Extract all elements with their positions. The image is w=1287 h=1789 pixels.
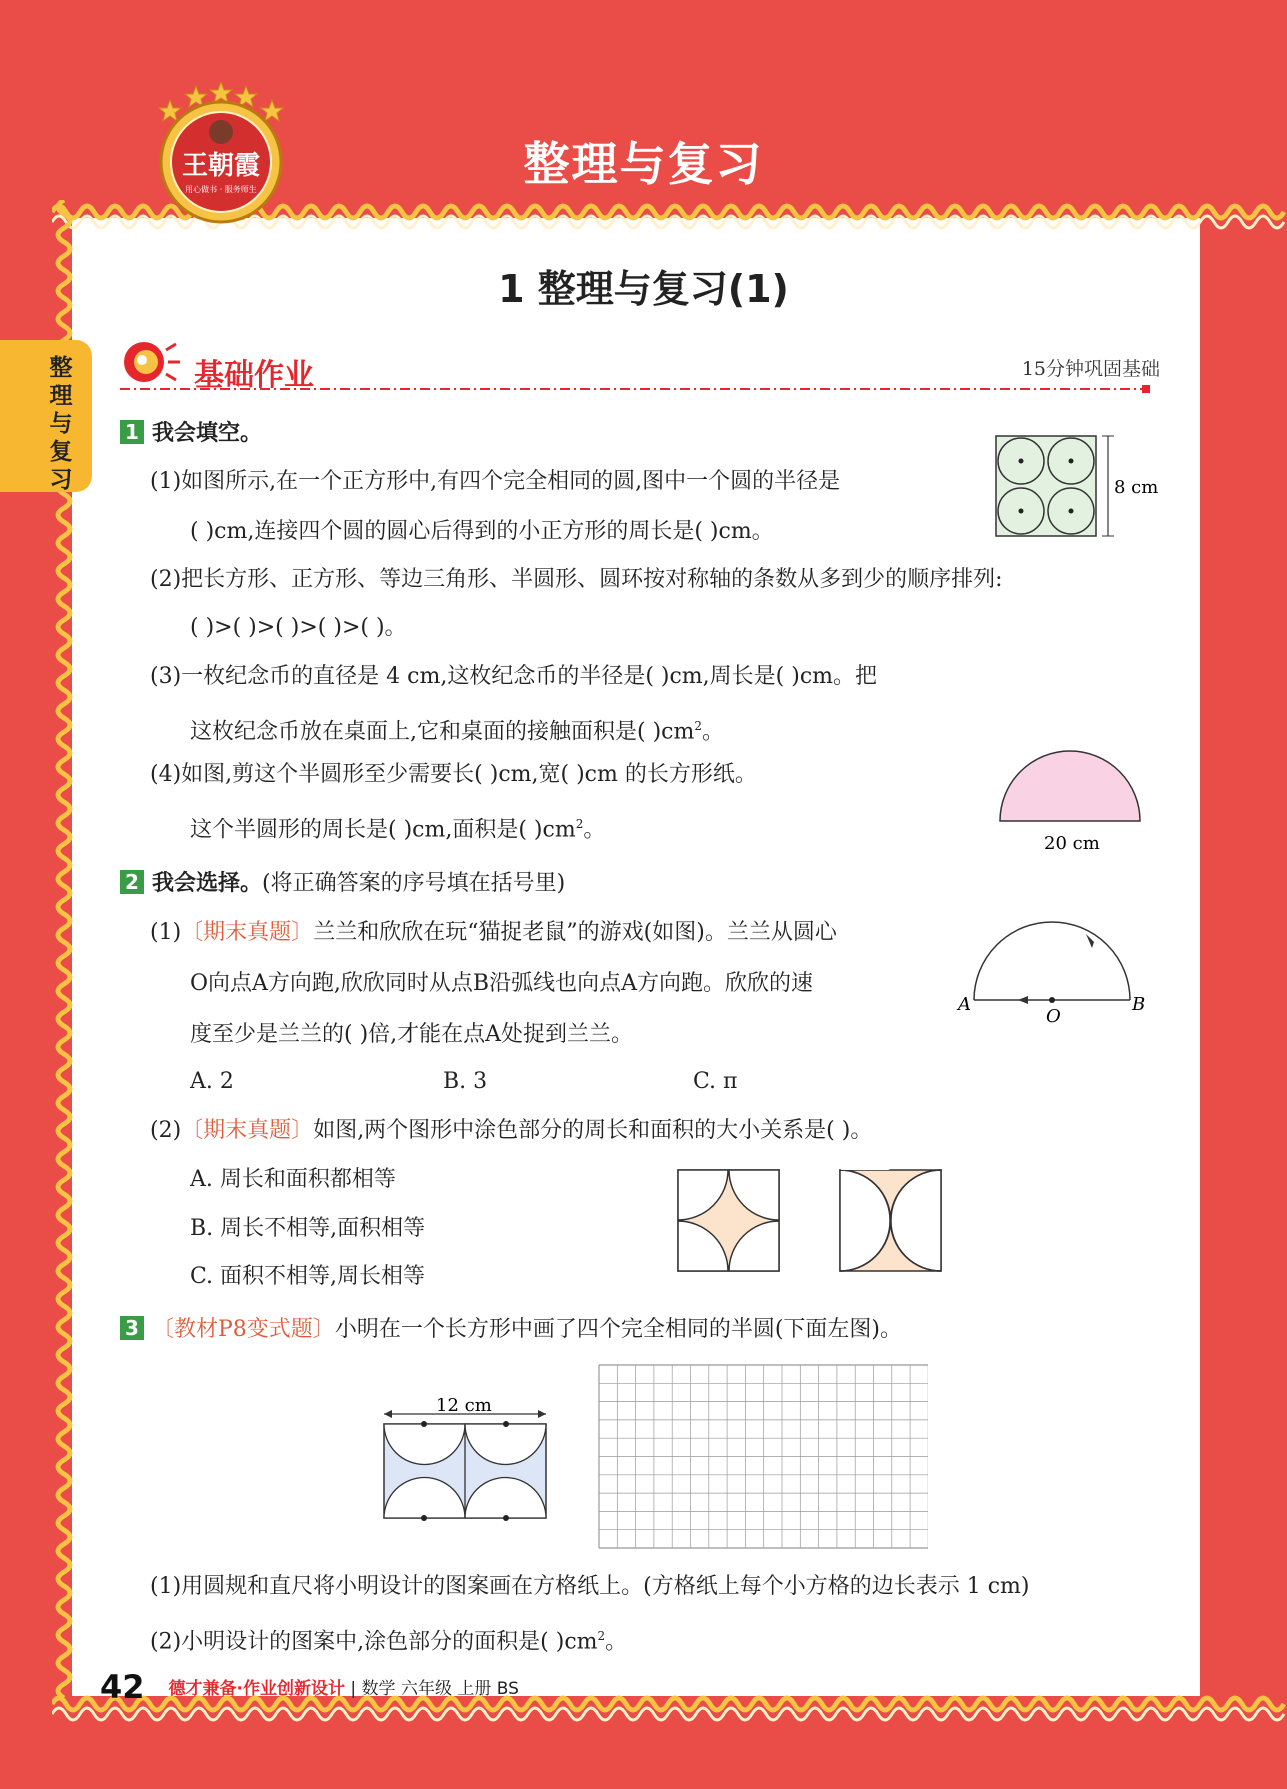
section-name: 基础作业 <box>194 358 314 393</box>
section-header <box>120 336 1160 396</box>
q2-part2-option-c[interactable]: C. 面积不相等,周长相等 <box>190 1264 426 1289</box>
q1-part4-line1: (4)如图,剪这个半圆形至少需要长( )cm,宽( )cm 的长方形纸。 <box>150 762 757 787</box>
q3-fig-rectangle-semicircles <box>376 1398 556 1530</box>
side-chapter-tab[interactable] <box>0 340 92 492</box>
banner-title: 整理与复习 <box>523 137 764 191</box>
brand-logo <box>150 82 292 224</box>
q2-part1-option-b[interactable]: B. 3 <box>443 1069 488 1094</box>
q1-fig-four-circles <box>990 432 1180 542</box>
q1-part3-text: 这枚纪念币放在桌面上,它和桌面的接触面积是( )cm <box>190 719 695 745</box>
q2-part2-option-a[interactable]: A. 周长和面积都相等 <box>190 1167 396 1192</box>
cartoon-horn-icon <box>120 336 184 388</box>
q1-part1-line2: ( )cm,连接四个圆的圆心后得到的小正方形的周长是( )cm。 <box>190 519 774 544</box>
point-B-label: B <box>1132 994 1146 1015</box>
superscript-2: 2 <box>575 817 584 831</box>
q2-part2-line1 <box>150 1116 872 1146</box>
q3-part2-end: 。 <box>605 1629 628 1655</box>
q2-title-note: (将正确答案的序号填在括号里) <box>262 871 566 896</box>
lesson-title: 1 整理与复习(1) <box>498 267 789 311</box>
page-footer <box>100 1668 519 1706</box>
q1-part3-line2 <box>190 711 724 747</box>
footer-brand: 德才兼备·作业创新设计 <box>168 1679 345 1699</box>
q1-title: 我会填空。 <box>152 421 263 446</box>
q2-fig-two-squares <box>676 1168 946 1274</box>
q2-part1-line3: 度至少是兰兰的( )倍,才能在点A处捉到兰兰。 <box>190 1022 634 1047</box>
q2-part1-text: 兰兰和欣欣在玩“猫捉老鼠”的游戏(如图)。兰兰从圆心 <box>313 920 837 945</box>
section-divider <box>120 384 1160 394</box>
q2-heading <box>120 869 565 899</box>
q2-part1-line2: O向点A方向跑,欣欣同时从点B沿弧线也向点A方向跑。欣欣的速 <box>190 971 813 996</box>
exam-tag: 〔期末真题〕 <box>181 1118 314 1143</box>
q3-text: 小明在一个长方形中画了四个完全相同的半圆(下面左图)。 <box>334 1317 902 1342</box>
point-A-label: A <box>958 994 971 1015</box>
q2-title: 我会选择。 <box>152 871 263 896</box>
q1-part2-line2: ( )>( )>( )>( )>( )。 <box>190 615 407 640</box>
q2-fig-arc <box>952 918 1152 1028</box>
q2-number: 2 <box>120 870 144 894</box>
q1-fig-semicircle <box>996 745 1146 855</box>
q1-fig4-label: 20 cm <box>1044 833 1100 854</box>
superscript-2: 2 <box>694 719 702 733</box>
q1-part3-end: 。 <box>701 719 724 745</box>
q2-part1-option-c[interactable]: C. π <box>693 1069 738 1094</box>
logo-slogan: 用心做书 · 服务师生 <box>185 185 257 194</box>
q1-part4-line2 <box>190 809 605 845</box>
q3-part1: (1)用圆规和直尺将小明设计的图案画在方格纸上。(方格纸上每个小方格的边长表示 1 cm) <box>150 1574 1030 1599</box>
q2-part2-num: (2) <box>150 1118 182 1143</box>
q3-part2-text: (2)小明设计的图案中,涂色部分的面积是( )cm <box>150 1629 598 1655</box>
q3-heading <box>120 1315 902 1345</box>
textbook-tag: 〔教材P8变式题〕 <box>152 1317 335 1342</box>
q2-part1-num: (1) <box>150 920 182 945</box>
exam-tag: 〔期末真题〕 <box>181 920 314 945</box>
q1-heading <box>120 419 262 449</box>
q1-part2-line1: (2)把长方形、正方形、等边三角形、半圆形、圆环按对称轴的条数从多到少的顺序排列: <box>150 567 1003 592</box>
q2-part2-text: 如图,两个图形中涂色部分的周长和面积的大小关系是( )。 <box>313 1118 873 1143</box>
footer-meta: | 数学 六年级 上册 BS <box>350 1679 519 1699</box>
q3-fig-label: 12 cm <box>436 1398 492 1416</box>
superscript-2: 2 <box>597 1629 606 1643</box>
q1-part4-text: 这个半圆形的周长是( )cm,面积是( )cm <box>190 817 576 843</box>
section-time-note: 15分钟巩固基础 <box>1021 358 1160 380</box>
q3-grid-paper[interactable] <box>598 1364 928 1550</box>
q1-number: 1 <box>120 420 144 444</box>
q1-part3-line1: (3)一枚纪念币的直径是 4 cm,这枚纪念币的半径是( )cm,周长是( )cm。把 <box>150 664 878 689</box>
point-O-label: O <box>1046 1006 1061 1027</box>
q3-number: 3 <box>120 1316 144 1340</box>
q2-part1-line1 <box>150 918 837 948</box>
q1-part4-end: 。 <box>583 817 606 843</box>
q2-part2-option-b[interactable]: B. 周长不相等,面积相等 <box>190 1216 426 1241</box>
q3-part2 <box>150 1621 627 1657</box>
logo-name: 王朝霞 <box>181 151 261 181</box>
q2-part1-option-a[interactable]: A. 2 <box>190 1069 234 1094</box>
page-number: 42 <box>100 1668 145 1706</box>
q1-fig1-label: 8 cm <box>1114 477 1159 498</box>
side-chapter-tab-label: 整理与复习 <box>49 355 73 493</box>
q1-part1-line1: (1)如图所示,在一个正方形中,有四个完全相同的圆,图中一个圆的半径是 <box>150 469 841 494</box>
